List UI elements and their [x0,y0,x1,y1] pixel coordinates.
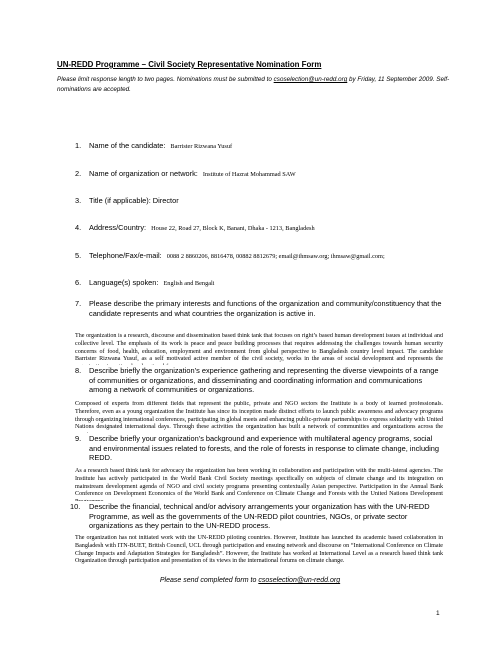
question-label: Describe the financial, technical and/or advisory arrangements your organization has with the UN-REDD Programme, as well as the governments of the UN-REDD pilot countries, NGOs, or private sector organizations as they pertain to the UN-REDD process. [89,502,430,530]
question-title [75,196,184,207]
footer-note [0,577,500,584]
question-label: Telephone/Fax/e-mail: [89,251,162,260]
question-number: 3. [75,196,82,205]
answer-experience[interactable]: Composed of experts from different fields that represent the public, private and NGO sectors the Institute is a body of learned professionals. Therefore, even as a young organization the Institute has since its inception made distinct efforts to launch public awareness and advocacy programs through organizing international conferences, participating in global meets and enhancing public-private partnerships to express solidarity with United Nations designated international days. Through these activities the organization has built a network of communities and organizations across the [75,401,443,431]
answer-telephone[interactable]: 0088 2 8860206, 8816478, 00882 8812679; email@ihmsaw.org; ihmsaw@gmail.com; [166,253,385,260]
question-address [75,223,315,234]
question-label: Describe briefly your organization’s background and experience with multilateral agency programs, social and environmental issues related to forests, and the role of forests in response to climate change, including REDD. [89,434,440,462]
answer-languages[interactable]: English and Bengali [163,280,215,287]
page-number: 1 [436,610,440,617]
instructions [57,75,457,94]
question-candidate-name [75,141,232,152]
submission-email-link[interactable]: csoselection@un-redd.org [273,76,348,83]
footer-email-link[interactable]: csoselection@un-redd.org [258,577,341,584]
question-organization-name [75,169,296,180]
question-number: 9. [75,434,82,443]
question-telephone [75,251,385,262]
instructions-deadline: by Friday, 11 September 2009. Self-nominations are accepted. [57,76,450,93]
question-number: 7. [75,299,82,308]
question-label: Describe briefly the organization’s experience gathering and representing the diverse viewpoints of a range of communities or organizations, and disseminating and coordinating information and communications among a network of communities or organizations. [89,366,439,394]
question-label: Name of organization or network: [89,169,198,178]
question-number: 4. [75,223,82,232]
page-title: UN-REDD Programme – Civil Society Representative Nomination Form [57,60,322,69]
question-background [75,434,445,463]
answer-arrangements[interactable]: The organization has not initiated work with the UN-REDD piloting countries. However, Institute has launched its academic based collaboration in Bangladesh with ITN-BUET, British Council, UCL through participation and ensuing network and discourse on “International Conference on Climate Change Impacts and Adaptation Strategies for Bangladesh”. However, the Institute has worked at International Level as a research based think tank Organization through participation and presentation of its views in the international forums on climate change. [75,535,443,565]
answer-primary-interests[interactable]: The organization is a research, discourse and dissemination based think tank that focuses on right’s based human development issues at individual and collective level. The emphasis of its work is peace and peace building processes that requires addressing the challenges towards human security concerns of food, health, education, employment and environment from global perspective to Bangladesh country level impact. The candidate Barrister Rizwana Yusuf, as a self motivated active member of the civil society, works in the areas of social development and represents the [75,333,443,363]
answer-background[interactable]: As a research based think tank for advocacy the organization has been working in collaboration and participation with the multi-lateral agencies. The Institute has actively participated in the World Bank Civil Society meetings specifically on subjects of climate change and its integration on mainstream development agenda of NGO and civil society programs presenting contextually Asian perspective. Participation in the Annual Bank Conference on Development Economics of the World Bank and Conference on Climate Change and Forests with the United Nations Development [75,468,443,498]
footer-text: Please send completed form to [159,577,259,584]
question-number: 1. [75,141,82,150]
question-primary-interests [75,299,445,318]
question-number: 5. [75,251,82,260]
question-number: 2. [75,169,82,178]
question-number: 10. [70,502,81,511]
instructions-text: Please limit response length to two pages. Nominations must be submitted to [57,76,274,83]
question-experience [75,366,445,395]
question-label: Name of the candidate: [89,141,166,150]
question-arrangements [70,502,445,531]
question-number: 8. [75,366,82,375]
question-label: Address/Country: [89,223,147,232]
answer-organization-name[interactable]: Institute of Hazrat Mohammad SAW [202,171,296,178]
question-number: 6. [75,278,82,287]
answer-candidate-name[interactable]: Barrister Rizwana Yusuf [170,143,233,150]
question-label: Language(s) spoken: [89,278,159,287]
question-label: Title (if applicable): Director [89,196,179,205]
question-languages [75,278,215,289]
answer-address[interactable]: House 22, Road 27, Block K, Banani, Dhaka - 1213, Bangladesh [151,225,315,232]
question-label: Please describe the primary interests and functions of the organization and community/constituency that the candidate represents and what countries the organization is active in. [89,299,442,318]
